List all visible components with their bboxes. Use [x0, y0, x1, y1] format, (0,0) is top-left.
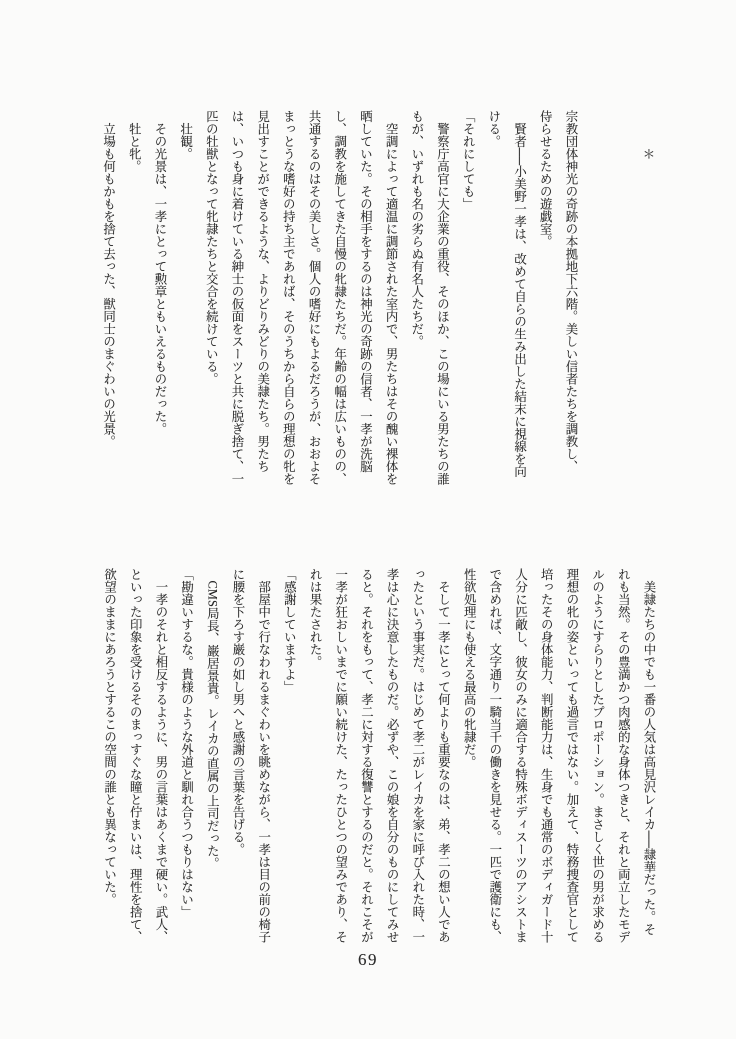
text-line: その光景は、一孝にとって勲章ともいえるものだった。	[152, 110, 167, 435]
text-line: れは果たされた。	[308, 568, 323, 668]
section-break-marker: ＊	[641, 110, 655, 160]
text-line: といった印象を受けるそのまっすぐな瞳と佇まいは、理性を捨て、	[128, 568, 143, 943]
text-line: 理想の牝の姿といっても過言ではない。加えて、特務捜査官として	[564, 568, 579, 943]
text-line: に腰を下ろす巌の如し男へと感謝の言葉を告げる。	[231, 568, 245, 856]
text-line: 共通するのはその美しさ。個人の嗜好にもよるだろうが、おおよそ	[307, 110, 322, 485]
text-line: 孝は心に決意したものだ。必ずや、この娘を自分のものにしてみせ	[385, 568, 400, 943]
text-line: 警察庁高官に大企業の重役、そのほか、この場にいる男たちの誰	[435, 110, 450, 485]
text-line: 宗教団体神光の奇跡の本拠地下六階。美しい信者たちを調教し、	[563, 110, 578, 473]
text-line: で含めれば、文字通り一騎当千の働きを見せる。一匹で護衛にも、	[487, 568, 502, 943]
text-line: CMS局長、巌居景貴。レイカの直属の上司だった。	[205, 568, 220, 870]
text-line: 「それにしても」	[461, 110, 476, 210]
text-line: 人分に匹敵し、彼女のみに適合する特殊ボディスーツのアシストま	[513, 568, 528, 943]
text-line: 壮観。	[178, 110, 193, 160]
page-number: 69	[358, 950, 378, 969]
text-line: ルのようにすらりとしたプロポーション。まさしく世の男が求める	[590, 568, 605, 943]
text-line: 賢者──小美野一孝は、改めて自らの生み出した結末に視線を向	[512, 110, 527, 478]
text-line: は、いつも身に着けている紳士の仮面をスーツと共に脱ぎ捨て、一	[230, 110, 244, 485]
text-line: そして一孝にとって何よりも重要なのは、弟、孝二の想い人であ	[436, 568, 451, 943]
text-line: 立場も何もかもを捨て去った、獣同士のまぐわいの光景。	[101, 110, 116, 448]
text-line	[609, 110, 635, 484]
text-line: 見出すことができるような、よりどりみどりの美隷たち。男たち	[255, 110, 270, 473]
text-line: 培ったその身体能力、判断能力は、生身でも通常のボディガード十	[539, 568, 554, 943]
text-line: 一孝のそれと相反するように、男の言葉はあくまで硬い。武人、	[153, 568, 168, 943]
text-line: 侍らせるための遊戯室。	[538, 110, 553, 248]
text-line: 欲望のままにあろうとするこの空間の誰とも異なっていた。	[102, 568, 117, 906]
text-line: 晒していた。その相手をするのは神光の奇跡の信者、一孝が洗脳	[358, 110, 373, 473]
text-line: 牡と牝。	[127, 110, 142, 173]
text-line: 匹の牡獣となって牝隷たちと交合を続けている。	[204, 110, 219, 385]
text-block-top	[95, 110, 660, 484]
text-line: もが、いずれも名の劣らぬ有名人たちだ。	[409, 110, 424, 348]
text-line: ると。それをもって、孝二に対する復讐とするのだと。それこそが	[359, 568, 374, 943]
text-line: 「感謝していますよ」	[282, 568, 297, 693]
text-line: 空調によって適温に調節された室内で、男たちはその醜い裸体を	[384, 110, 399, 485]
text-line: 美隷たちの中でも一番の人気は高見沢レイカ──隷華だった。そ	[642, 568, 656, 936]
text-line: 一孝が狂おしいまでに願い続けた、たったひとつの望みであり、そ	[333, 568, 348, 943]
text-line: ける。	[486, 110, 501, 148]
text-block-bottom	[96, 568, 661, 942]
text-line: れも当然。その豊満かつ肉感的な身体つきと、それと両立したモデ	[616, 568, 631, 943]
text-line	[583, 110, 609, 484]
text-line: 「勘違いするな。貴様のような外道と馴れ合うつもりはない」	[179, 568, 194, 918]
text-line: 性欲処理にも使える最高の牝隷だ。	[462, 568, 477, 768]
text-line: し、調教を施してきた自慢の牝隷たちだ。年齢の幅は広いものの、	[332, 110, 347, 485]
text-line: ったという事実だ。はじめて孝二がレイカを家に呼び入れた時、一	[410, 568, 425, 943]
text-line: まっとうな嗜好の持ち主であれば、そのうちから自らの理想の牝を	[281, 110, 296, 485]
text-line: 部屋中で行なわれるまぐわいを眺めながら、一孝は目の前の椅子	[256, 568, 271, 943]
